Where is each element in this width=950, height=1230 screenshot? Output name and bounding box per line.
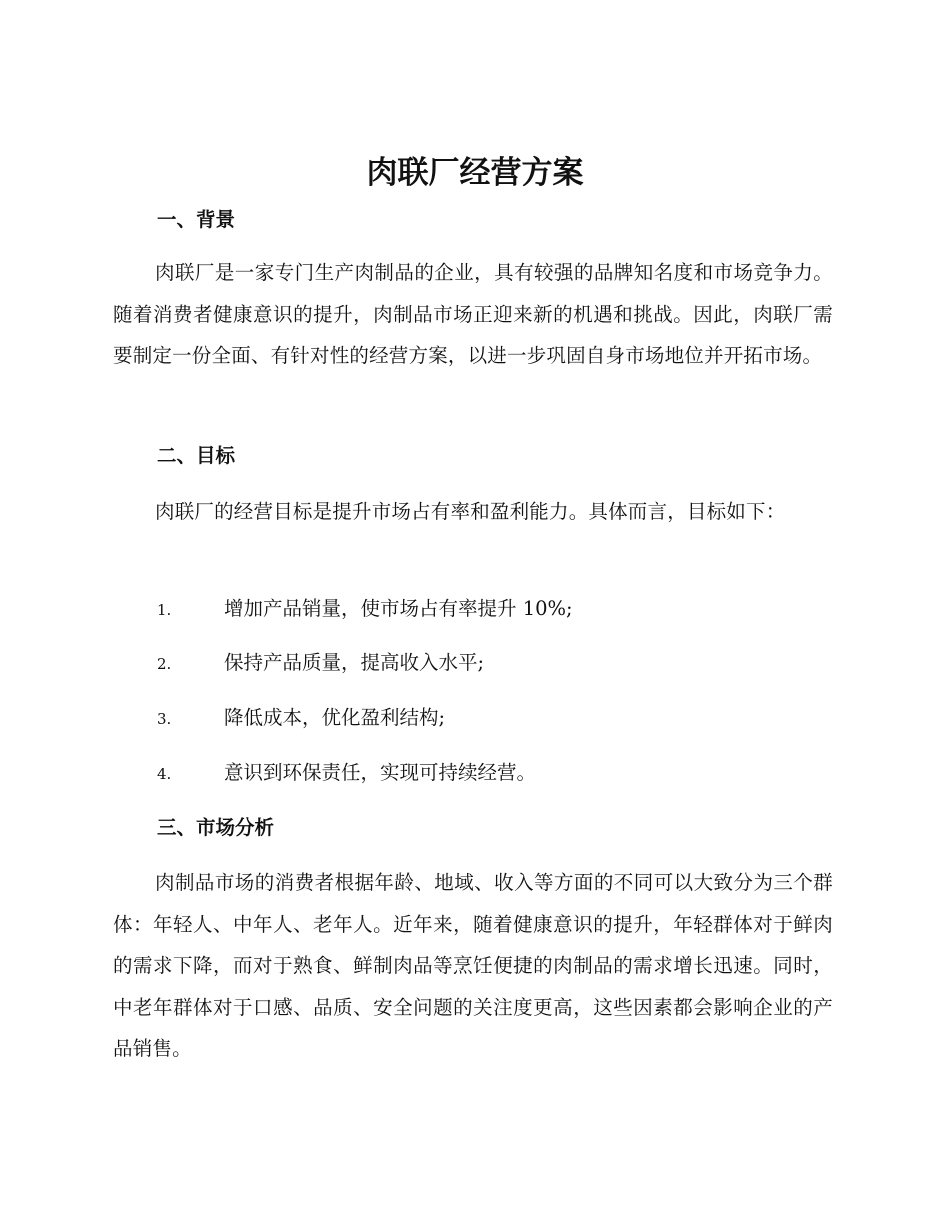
background-paragraph: 肉联厂是一家专门生产肉制品的企业，具有较强的品牌知名度和市场竞争力。随着消费者健康意识的提升，肉制品市场正迎来新的机遇和挑战。因此，肉联厂需要制定一份全面、有针对性的经营方案，以进一步巩固自身市场地位并开拓市场。 (113, 261, 833, 367)
goal-list-item (157, 758, 837, 789)
goals-paragraph: 肉联厂的经营目标是提升市场占有率和盈利能力。具体而言，目标如下： (155, 500, 786, 523)
list-text: 增加产品销量，使市场占有率提升 10%; (224, 597, 573, 620)
list-number: 3. (157, 710, 172, 728)
section-heading-market-analysis: 三、市场分析 (157, 816, 275, 839)
list-text: 保持产品质量，提高收入水平; (224, 651, 485, 674)
list-number: 4. (157, 765, 172, 783)
list-number: 2. (157, 655, 172, 673)
section-heading-goals: 二、目标 (157, 444, 236, 467)
section-heading-background: 一、背景 (157, 208, 236, 231)
market-analysis-paragraph: 肉制品市场的消费者根据年龄、地域、收入等方面的不同可以大致分为三个群体：年轻人、中年人、老年人。近年来，随着健康意识的提升，年轻群体对于鲜肉的需求下降，而对于熟食、鲜制肉品等烹饪便捷的肉制品的需求增长迅速。同时，中老年群体对于口感、品质、安全问题的关注度更高，这些因素都会影响企业的产品销售。 (113, 871, 833, 1060)
goal-list-item (157, 594, 837, 625)
list-number: 1. (157, 601, 172, 619)
goal-list-item (157, 648, 837, 679)
list-text: 意识到环保责任，实现可持续经营。 (224, 761, 537, 784)
document-title: 肉联厂经营方案 (366, 155, 584, 191)
list-text: 降低成本，优化盈利结构; (224, 706, 446, 729)
goal-list-item (157, 703, 837, 734)
